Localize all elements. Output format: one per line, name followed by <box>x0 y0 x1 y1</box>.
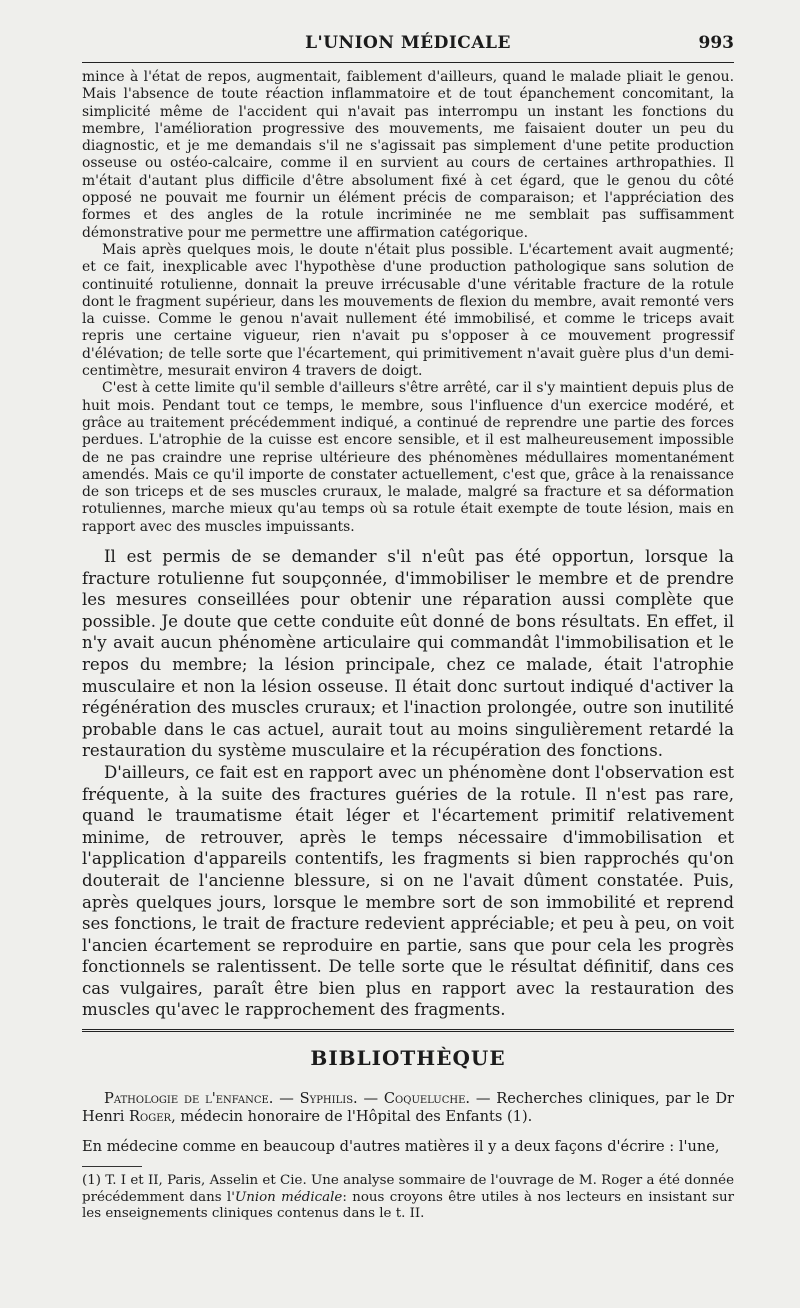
footnote-rule <box>82 1166 142 1167</box>
review-block <box>82 1090 734 1156</box>
large-text-block <box>82 546 734 1021</box>
footnote-part-1: (1) T. I et II, Paris, Asselin et Cie. Une analyse sommaire de l'ouvrage de M. Roger a été donnée précédemment dans l' <box>82 1173 734 1205</box>
spacer <box>82 536 734 546</box>
footnote <box>82 1173 734 1223</box>
footnote-text <box>82 1173 734 1223</box>
book-reference <box>82 1090 734 1126</box>
footnote-journal: Union médicale <box>234 1189 343 1205</box>
paragraph: D'ailleurs, ce fait est en rapport avec un phénomène dont l'observation est fréquente, à la suite des fractures guéries de la rotule. Il n'est pas rare, quand le traumatisme était léger et l'écartement primitif relativement minime, de retrouver, après le temps nécessaire d'immobilisation et l'application d'appareils contentifs, les fragments si bien rapprochés qu'on douterait de l'ancienne blessure, si on ne l'avait dûment constatée. Puis, après quelques jours, lorsque le membre sort de son immobilité et reprend ses fonctions, le trait de fracture redevient appréciable; et peu à peu, on voit l'ancien écartement se reproduire en partie, sans que pour cela les progrès fonctionnels se ralentissent. De telle sorte que le résultat définitif, dans ces cas vulgaires, paraît être bien plus en rapport avec la restauration des muscles qu'avec le rapprochement des fragments. <box>82 762 734 1020</box>
paragraph: Mais après quelques mois, le doute n'était plus possible. L'écartement avait augmenté; et ce fait, inexplicable avec l'hypothèse d'une production pathologique sans solution de continuité rotulienne, donnait la preuve irrécusable d'une véritable fracture de la rotule dont le fragment supérieur, dans les mouvements de flexion du membre, avait remonté vers la cuisse. Comme le genou n'avait nullement été immobilisé, et comme le triceps avait repris une certaine vigueur, rien n'avait pu s'opposer à ce mouvement progressif d'élévation; de telle sorte que l'écartement, qui primitivement n'avait guère plus d'un demi-centimètre, mesurait environ 4 travers de doigt. <box>82 241 734 380</box>
section-rule <box>82 1029 734 1032</box>
header-rule <box>82 62 734 63</box>
book-author: Roger <box>129 1108 172 1126</box>
paragraph: C'est à cette limite qu'il semble d'ailleurs s'être arrêté, car il s'y maintient depuis plus de huit mois. Pendant tout ce temps, le membre, sous l'influence d'un exercice modéré, et grâce au traitement précédemment indiqué, a continué de reprendre une partie des forces perdues. L'atrophie de la cuisse est encore sensible, et il est malheureusement impossible de ne pas craindre une reprise ultérieure des phénomènes médullaires momentanément amendés. Mais ce qu'il importe de constater actuellement, c'est que, grâce à la renaissance de son triceps et de ses muscles cruraux, le malade, malgré sa fracture et sa déformation rotuliennes, marche mieux qu'au temps où sa rotule était exempte de toute lésion, mais en rapport avec des muscles impuissants. <box>82 380 734 535</box>
section-title: BIBLIOTHÈQUE <box>310 1046 506 1071</box>
page-number: 993 <box>698 33 734 53</box>
review-intro: En médecine comme en beaucoup d'autres matières il y a deux façons d'écrire : l'une, <box>82 1138 720 1156</box>
paragraph: mince à l'état de repos, augmentait, faiblement d'ailleurs, quand le malade pliait le genou. Mais l'absence de toute réaction inflammatoire et de tout épanchement concomitant, la simplicité même de l'accident qui n'avait pas interrompu un instant les fonctions du membre, l'amélioration progressive des mouvements, me faisaient douter un peu du diagnostic, et je me demandais s'il ne s'agissait pas simplement d'une petite production osseuse ou ostéo-calcaire, comme il en survient au cours de certaines arthropathies. Il m'était d'autant plus difficile d'être absolument fixé à cet égard, que le genou du côté opposé ne pouvait me fournir un élément précis de comparaison; et l'appréciation des formes et des angles de la rotule incriminée ne me semblait pas suffisamment démonstrative pour me permettre une affirmation catégorique. <box>82 69 734 241</box>
paragraph: Il est permis de se demander s'il n'eût pas été opportun, lorsque la fracture rotulienne fut soupçonnée, d'immobiliser le membre et de prendre les mesures conseillées pour obtenir une réparation aussi complète que possible. Je doute que cette conduite eût donné de bons résultats. En effet, il n'y avait aucun phénomène articulaire qui commandât l'immobilisation et le repos du membre; la lésion principale, chez ce malade, était l'atrophie musculaire et non la lésion osseuse. Il était donc surtout indiqué d'activer la régénération des muscles cruraux; et l'inaction prolongée, outre son inutilité probable dans le cas actuel, aurait tout au moins singulièrement retardé la restauration du système musculaire et la récupération des fonctions. <box>82 547 734 761</box>
small-text-block <box>82 69 734 536</box>
book-reference-tail: , médecin honoraire de l'Hôpital des Enfants (1). <box>171 1108 533 1126</box>
book-subjects: Pathologie de l'enfance. — Syphilis. — Coqueluche. <box>104 1090 471 1108</box>
footnote-part-2: : nous croyons être utiles à nos lecteurs en insistant sur les enseignements cliniques contenus dans le t. II. <box>82 1189 734 1222</box>
journal-title: L'UNION MÉDICALE <box>305 33 511 53</box>
running-header <box>82 28 734 58</box>
book-reference-text: — Recherches cliniques, par le Dr Henri <box>82 1090 734 1126</box>
